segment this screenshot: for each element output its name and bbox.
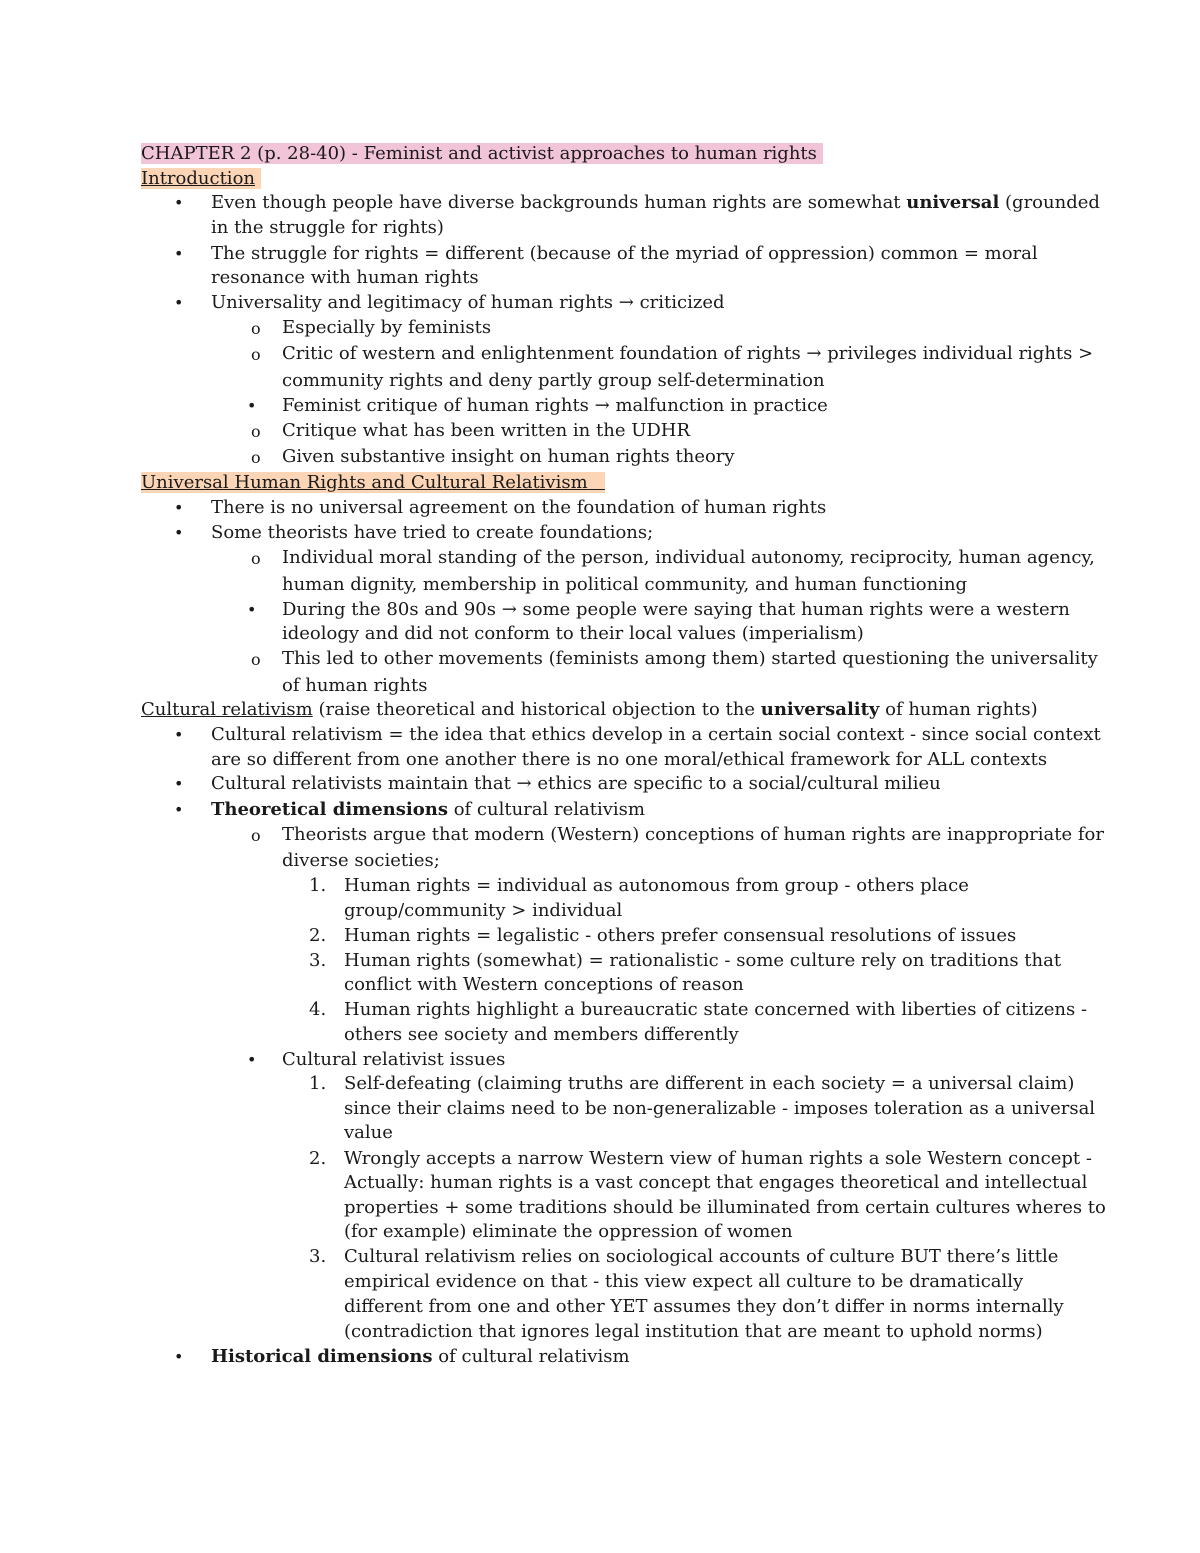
bullet-marker: •: [174, 1347, 184, 1366]
numbered-item-continuation: value: [344, 1122, 393, 1143]
sub-list-item-continuation: diverse societies;: [282, 850, 440, 871]
number-marker: 1.: [309, 1073, 327, 1094]
list-item: Some theorists have tried to create foundations;: [211, 522, 654, 543]
bullet-marker: •: [174, 523, 184, 542]
circle-marker: o: [251, 826, 261, 845]
list-item: Even though people have diverse backgrounds human rights are somewhat universal (grounded: [211, 192, 1100, 213]
circle-marker: o: [251, 422, 261, 441]
bullet-marker: •: [174, 725, 184, 744]
bullet-marker: •: [174, 774, 184, 793]
bullet-marker: •: [247, 600, 257, 619]
circle-marker: o: [251, 345, 261, 364]
section-heading-cultural-relativism: Cultural relativism (raise theoretical and historical objection to the universality of human rights): [141, 699, 1038, 720]
number-marker: 3.: [309, 950, 327, 971]
bullet-marker: •: [174, 244, 184, 263]
bullet-marker: •: [174, 293, 184, 312]
section-heading-universal-rights: Universal Human Rights and Cultural Relativism: [141, 472, 605, 494]
circle-marker: o: [251, 448, 261, 467]
list-item-continuation: resonance with human rights: [211, 267, 479, 288]
numbered-item: Self-defeating (claiming truths are different in each society = a universal claim): [344, 1073, 1075, 1094]
sub-list-item: Critic of western and enlightenment foundation of rights → privileges individual rights >: [282, 343, 1094, 364]
numbered-item-continuation: group/community > individual: [344, 900, 623, 921]
sub-list-item: During the 80s and 90s → some people were saying that human rights were a western: [282, 599, 1070, 620]
numbered-item-continuation: (contradiction that ignores legal institution that are meant to uphold norms): [344, 1321, 1043, 1342]
list-item: Cultural relativists maintain that → ethics are specific to a social/cultural milieu: [211, 773, 941, 794]
circle-marker: o: [251, 650, 261, 669]
sub-list-item-continuation: ideology and did not conform to their local values (imperialism): [282, 623, 864, 644]
sub-list-item-continuation: community rights and deny partly group self-determination: [282, 370, 825, 391]
sub-list-item: This led to other movements (feminists among them) started questioning the universality: [282, 648, 1098, 669]
list-item: Cultural relativism = the idea that ethics develop in a certain social context - since social context: [211, 724, 1101, 745]
number-marker: 4.: [309, 999, 327, 1020]
number-marker: 2.: [309, 925, 327, 946]
sub-list-item: Given substantive insight on human rights theory: [282, 446, 735, 467]
numbered-item-continuation: properties + some traditions should be illuminated from certain cultures wheres to: [344, 1197, 1106, 1218]
sub-list-item: Feminist critique of human rights → malfunction in practice: [282, 395, 828, 416]
numbered-item: Wrongly accepts a narrow Western view of human rights a sole Western concept -: [344, 1148, 1092, 1169]
numbered-item: Human rights = legalistic - others prefer consensual resolutions of issues: [344, 925, 1017, 946]
section-heading-introduction: Introduction: [141, 168, 261, 190]
list-item-continuation: are so different from one another there is no one moral/ethical framework for ALL contexts: [211, 749, 1048, 770]
sub-list-item: Theorists argue that modern (Western) conceptions of human rights are inappropriate for: [282, 824, 1104, 845]
sub-list-item-continuation: of human rights: [282, 675, 428, 696]
numbered-item-continuation: empirical evidence on that - this view expect all culture to be dramatically: [344, 1271, 1024, 1292]
list-item: Historical dimensions of cultural relativism: [211, 1346, 630, 1367]
list-item: The struggle for rights = different (because of the myriad of oppression) common = moral: [211, 243, 1038, 264]
numbered-item-continuation: since their claims need to be non-generalizable - imposes toleration as a universal: [344, 1098, 1096, 1119]
sub-list-item: Individual moral standing of the person, individual autonomy, reciprocity, human agency,: [282, 547, 1095, 568]
sub-list-item: Cultural relativist issues: [282, 1049, 506, 1070]
list-item: Theoretical dimensions of cultural relativism: [211, 799, 645, 820]
circle-marker: o: [251, 549, 261, 568]
number-marker: 3.: [309, 1246, 327, 1267]
list-item-continuation: in the struggle for rights): [211, 217, 444, 238]
chapter-title-text: CHAPTER 2 (p. 28-40) - Feminist and activist approaches to human rights: [141, 143, 817, 164]
bullet-marker: •: [247, 1050, 257, 1069]
list-item: Universality and legitimacy of human rights → criticized: [211, 292, 725, 313]
numbered-item: Cultural relativism relies on sociological accounts of culture BUT there’s little: [344, 1246, 1059, 1267]
numbered-item-continuation: different from one and other YET assumes they don’t differ in norms internally: [344, 1296, 1064, 1317]
sub-list-item-continuation: human dignity, membership in political community, and human functioning: [282, 574, 968, 595]
bullet-marker: •: [174, 193, 184, 212]
sub-list-item: Especially by feminists: [282, 317, 492, 338]
sub-list-item: Critique what has been written in the UDHR: [282, 420, 691, 441]
circle-marker: o: [251, 319, 261, 338]
bullet-marker: •: [247, 396, 257, 415]
number-marker: 2.: [309, 1148, 327, 1169]
bullet-marker: •: [174, 800, 184, 819]
numbered-item-continuation: others see society and members differently: [344, 1024, 739, 1045]
numbered-item-continuation: Actually: human rights is a vast concept that engages theoretical and intellectual: [344, 1172, 1088, 1193]
list-item: There is no universal agreement on the foundation of human rights: [211, 497, 827, 518]
bullet-marker: •: [174, 498, 184, 517]
numbered-item: Human rights (somewhat) = rationalistic - some culture rely on traditions that: [344, 950, 1062, 971]
number-marker: 1.: [309, 875, 327, 896]
chapter-title: [141, 143, 823, 165]
numbered-item-continuation: conflict with Western conceptions of reason: [344, 974, 744, 995]
numbered-item: Human rights highlight a bureaucratic state concerned with liberties of citizens -: [344, 999, 1088, 1020]
numbered-item: Human rights = individual as autonomous from group - others place: [344, 875, 969, 896]
numbered-item-continuation: (for example) eliminate the oppression of women: [344, 1221, 793, 1242]
